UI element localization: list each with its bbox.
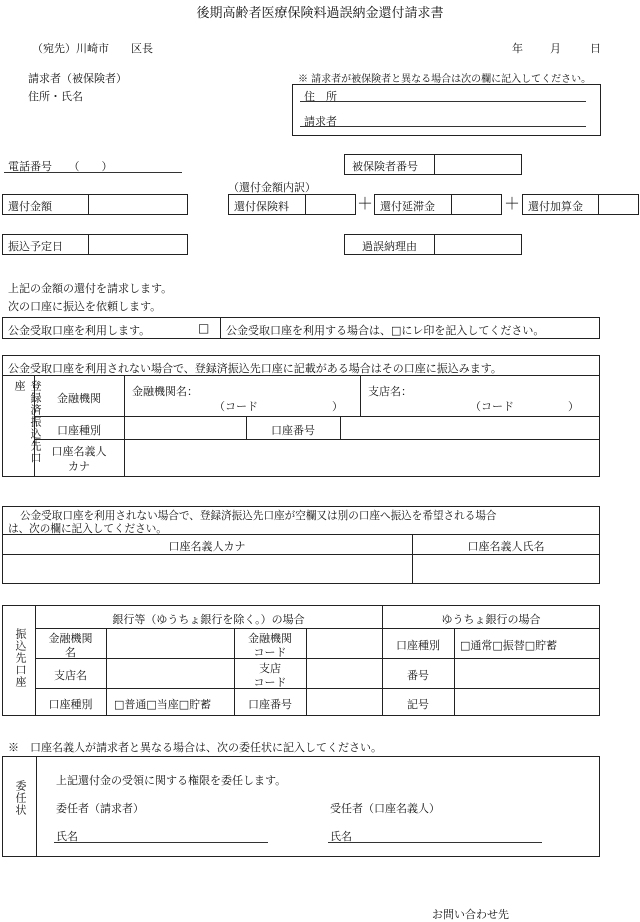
transfer-bank-code-field[interactable] <box>308 630 380 656</box>
other-address-line[interactable] <box>300 101 586 102</box>
transfer-date-field[interactable] <box>90 236 186 253</box>
delegatee-name-line[interactable] <box>328 842 542 843</box>
delegation-note: ※ 口座名義人が請求者と異なる場合は、次の委任状に記入してください。 <box>8 741 382 754</box>
addressee: （宛先）川崎市 区長 <box>32 42 153 55</box>
registered-side-label: 登録済振込先口座 <box>13 380 42 464</box>
other-name-header: 口座名義人氏名 <box>467 540 545 553</box>
date-day: 日 <box>590 42 601 55</box>
other-claimant-label: 請求者 <box>304 115 337 128</box>
overpay-reason-field[interactable] <box>436 236 520 253</box>
transfer-branch-code-label-1: 支店 <box>259 662 281 675</box>
overpay-reason-label: 過誤納理由 <box>362 240 417 253</box>
transfer-bank-code-label-2: コード <box>253 646 287 659</box>
refund-late-label: 還付延滞金 <box>380 200 435 213</box>
address-name-label: 住所・氏名 <box>28 90 83 103</box>
yucho-number-label: 番号 <box>407 669 429 682</box>
registered-account-no-field[interactable] <box>342 418 598 437</box>
insured-no-field[interactable] <box>436 156 520 173</box>
contact-label: お問い合わせ先 <box>432 908 509 921</box>
delegatee-label: 受任者（口座名義人） <box>330 802 440 815</box>
delegator-label: 委任者（請求者） <box>56 802 144 815</box>
transfer-bank-header: 銀行等（ゆうちょ銀行を除く。）の場合 <box>112 613 305 626</box>
other-account-note-2: は、次の欄に記入してください。 <box>8 523 167 535</box>
registered-branch-code-open: （コード <box>470 400 514 413</box>
refund-amount-field[interactable] <box>90 196 186 213</box>
delegator-name-label: 氏名 <box>56 830 78 843</box>
refund-add-label: 還付加算金 <box>528 200 583 213</box>
registered-account-type-label: 口座種別 <box>57 424 101 437</box>
koukin-use-label: 公金受取口座を利用します。 <box>8 324 151 337</box>
transfer-branch-code-field[interactable] <box>308 660 380 686</box>
registered-note: 公金受取口座を利用されない場合で、登録済振込先口座に記載がある場合はその口座に振込みます。 <box>8 362 502 375</box>
other-kana-header: 口座名義人カナ <box>168 540 246 553</box>
plus-sign-2: ＋ <box>504 194 521 213</box>
request-line-1: 上記の金額の還付を請求します。 <box>8 282 173 295</box>
transfer-bank-code-label-1: 金融機関 <box>248 632 292 645</box>
other-address-label: 住 所 <box>304 90 337 103</box>
phone-line[interactable] <box>4 172 182 173</box>
registered-branch-code-close: ） <box>568 400 579 413</box>
transfer-date-label: 振込予定日 <box>8 240 63 253</box>
registered-bank-code-open: （コード <box>214 400 258 413</box>
registered-holder-label-1: 口座名義人 <box>51 445 107 458</box>
refund-premium-field[interactable] <box>307 196 354 213</box>
transfer-acct-no-field[interactable] <box>308 690 380 714</box>
other-claimant-box <box>292 84 601 136</box>
yucho-type-options[interactable]: □通常□振替□貯蓄 <box>460 639 558 652</box>
page-title: 後期高齢者医療保険料過誤納金還付請求書 <box>196 6 444 21</box>
registered-branch-label: 支店名： <box>368 385 412 398</box>
date-year: 年 <box>512 42 523 55</box>
yucho-type-label: 口座種別 <box>396 639 440 652</box>
registered-bank-label: 金融機関 <box>57 392 101 405</box>
yucho-mark-label: 記号 <box>407 698 429 711</box>
other-account-note-1: 公金受取口座を利用されない場合で、登録済振込先口座が空欄又は別の口座へ振込を希望される場合 <box>20 510 497 522</box>
transfer-side-label: 振込先口座 <box>14 628 27 688</box>
transfer-branch-code-label-2: コード <box>253 676 287 689</box>
transfer-yucho-header: ゆうちょ銀行の場合 <box>441 613 541 626</box>
yucho-mark-field[interactable] <box>456 690 598 714</box>
transfer-acct-type-options[interactable]: □普通□当座□貯蓄 <box>114 698 212 711</box>
koukin-checkbox[interactable]: □ <box>198 321 210 335</box>
claimant-label: 請求者（被保険者） <box>28 72 127 85</box>
delegation-text: 上記還付金の受領に関する権限を委任します。 <box>56 774 287 787</box>
refund-late-field[interactable] <box>453 196 500 213</box>
phone-label: 電話番号 （ ） <box>8 160 113 173</box>
top-note: ※ 請求者が被保険者と異なる場合は次の欄に記入してください。 <box>298 74 592 85</box>
koukin-note: 公金受取口座を利用する場合は、□にレ印を記入してください。 <box>226 324 545 337</box>
transfer-branch-field[interactable] <box>108 660 232 686</box>
delegatee-name-label: 氏名 <box>330 830 352 843</box>
date-month: 月 <box>550 42 561 55</box>
other-kana-field[interactable] <box>4 556 410 582</box>
transfer-bank-label-2: 名 <box>65 646 76 659</box>
registered-holder-field[interactable] <box>126 441 598 475</box>
other-name-field[interactable] <box>414 556 598 582</box>
yucho-number-field[interactable] <box>456 660 598 686</box>
delegation-side-label: 委任状 <box>14 780 27 816</box>
registered-holder-label-2: カナ <box>68 460 90 473</box>
transfer-acct-type-label: 口座種別 <box>48 698 93 711</box>
registered-account-type-field[interactable] <box>126 418 244 437</box>
transfer-branch-label: 支店名 <box>54 669 87 682</box>
request-line-2: 次の口座に振込を依頼します。 <box>8 300 162 313</box>
transfer-bank-label-1: 金融機関 <box>48 632 93 645</box>
registered-account-no-label: 口座番号 <box>271 424 315 437</box>
other-claimant-line[interactable] <box>300 126 586 127</box>
insured-no-label: 被保険者番号 <box>352 160 418 173</box>
registered-bank-code-close: ） <box>332 400 343 413</box>
refund-add-field[interactable] <box>600 196 637 213</box>
registered-bank-name-label: 金融機関名： <box>132 385 198 398</box>
transfer-acct-no-label: 口座番号 <box>248 698 292 711</box>
delegator-name-line[interactable] <box>54 842 268 843</box>
plus-sign-1: ＋ <box>357 194 374 213</box>
refund-premium-label: 還付保険料 <box>234 200 289 213</box>
breakdown-label: （還付金額内訳） <box>228 181 316 194</box>
refund-amount-label: 還付金額 <box>8 200 52 213</box>
transfer-bank-field[interactable] <box>108 630 232 656</box>
